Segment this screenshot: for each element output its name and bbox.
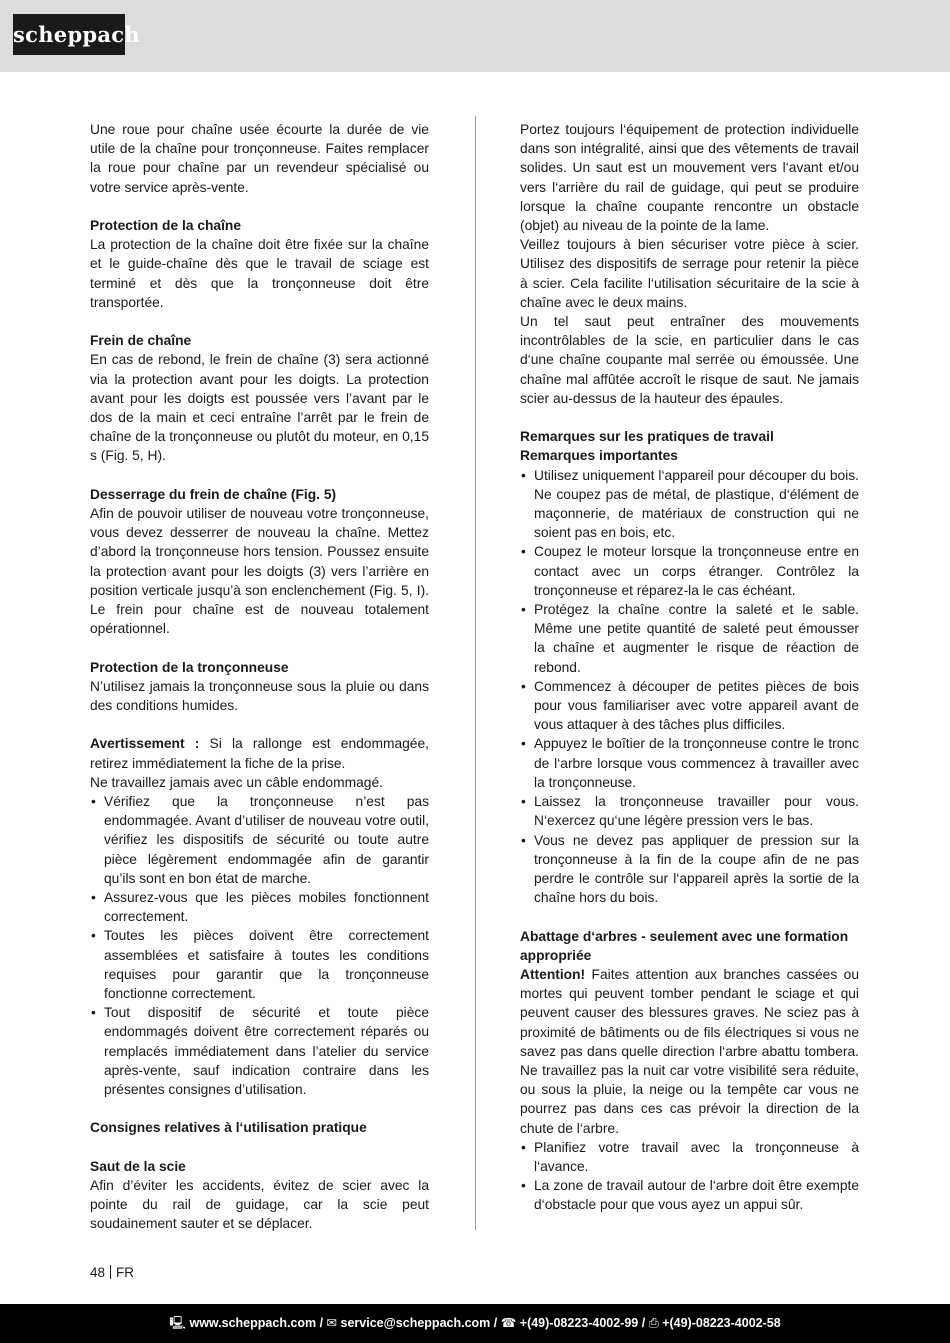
paragraph: Afin d’éviter les accidents, évitez de scier avec la pointe du rail de guidage, car la scie peut soudainement sauter et se déplacer. (90, 1178, 429, 1232)
page-header (0, 0, 950, 72)
scheppach-logo: scheppach (13, 14, 125, 55)
section-heading: Remarques sur les pratiques de travail (520, 429, 774, 445)
list-item: • Vous ne devez pas appliquer de pression sur la tronçonneuse à la fin de la coupe afin de ne pas perdre le contrôle sur l‘appareil après la sortie de la chaîne hors du bois. (520, 831, 859, 908)
list-item: • Tout dispositif de sécurité et toute pièce endommagés doivent être correctement réparés ou remplacés immédiatement dans l’atelier du service après-vente, sauf indication contraire dans les présentes consignes d’utilisation. (90, 1003, 429, 1099)
list-item: • Laissez la tronçonneuse travailler pour vous. N‘exercez qu‘une légère pression vers le bas. (520, 792, 859, 830)
footer-separator: / (638, 1316, 649, 1330)
list-item: • Toutes les pièces doivent être correctement assemblées et satisfaire à toutes les conditions requises pour garantir que la tronçonneuse fonctionne correctement. (90, 926, 429, 1003)
phone-icon: ☎ (500, 1316, 517, 1330)
page-footer (0, 1304, 950, 1343)
list-item: • Utilisez uniquement l‘appareil pour découper du bois. Ne coupez pas de métal, de plastique, d‘élément de maçonnerie, de matériaux de construction qui ne soient pas en bois, etc. (520, 466, 859, 543)
section-heading: Consignes relatives à l‘utilisation pratique (90, 1120, 367, 1136)
right-column (520, 120, 859, 1215)
paragraph: Un tel saut peut entraîner des mouvements incontrôlables de la scie, en particulier dans le cas d‘une chaîne coupante mal serrée ou émoussée. Une chaîne mal affûtée accroît le risque de saut. Ne jamais scier au-dessus de la hauteur des épaules. (520, 314, 859, 406)
list-item: • Protégez la chaîne contre la saleté et le sable. Même une petite quantité de saleté peut émousser la chaîne et augmenter le risque de réaction de rebond. (520, 600, 859, 677)
warning-label: Avertissement : (90, 736, 200, 752)
footer-separator: / (316, 1316, 327, 1330)
paragraph: Ne travaillez jamais avec un câble endommagé. (90, 774, 383, 790)
page-language: FR (116, 1265, 135, 1280)
list-item: • Appuyez le boîtier de la tronçonneuse contre le tronc de l‘arbre lorsque vous commencez à travailler avec la tronçonneuse. (520, 734, 859, 792)
bullet-list (90, 792, 429, 1099)
paragraph: Afin de pouvoir utiliser de nouveau votre tronçonneuse, vous devez desserrer de nouveau la chaîne. Mettez d’abord la tronçonneuse hors tension. Poussez ensuite la protection avant pour les doigts (3) vers l’arrière en position verticale jusqu’à son enclenchement (Fig. 5, I). Le frein pour chaîne est de nouveau totalement opérationnel. (90, 506, 429, 637)
paragraph: Veillez toujours à bien sécuriser votre pièce à scier. Utilisez des dispositifs de serrage pour retenir la pièce à scier. Cela facilite l‘utilisation sécuritaire de la scie à chaîne avec le deux mains. (520, 237, 859, 310)
warning-paragraph (90, 734, 429, 772)
paragraph: N’utilisez jamais la tronçonneuse sous la pluie ou dans des conditions humides. (90, 678, 429, 714)
list-item: • Commencez à découper de petites pièces de bois pour vous familiariser avec votre appareil avant de vous attaquer à des tâches plus difficiles. (520, 677, 859, 735)
footer-phone: +(49)-08223-4002-99 (519, 1316, 639, 1330)
paragraph: Une roue pour chaîne usée écourte la durée de vie utile de la chaîne pour tronçonneuse. Faites remplacer la roue pour chaîne par un revendeur spécialisé ou votre service après-vente. (90, 122, 429, 195)
paragraph: En cas de rebond, le frein de chaîne (3) sera actionné via la protection avant pour les doigts. La protection avant pour les doigts est poussée vers l’avant par le dos de la main et ceci entraîne l’arrêt par le frein de chaîne de la tronçonneuse ou plutôt du moteur, en 0,15 s (Fig. 5, H). (90, 352, 429, 464)
page-number (90, 1265, 134, 1280)
section-heading: Remarques importantes (520, 448, 678, 464)
warning-text: Si la rallonge est endommagée, retirez immédiatement la fiche de la prise. (90, 736, 429, 771)
section-heading: Protection de la chaîne (90, 218, 242, 233)
section-heading: Frein de chaîne (90, 333, 192, 349)
fax-icon: ⎙ (648, 1316, 659, 1330)
paragraph: Portez toujours l‘équipement de protection individuelle dans son intégralité, ainsi que des vêtements de travail solides. Un saut est un mouvement vers l‘avant et/ou vers l‘arrière du rail de guidage, qui peut se produire lorsque la chaîne coupante rencontre un obstacle (objet) au niveau de la pointe de la lame. (520, 122, 859, 234)
section-heading: Desserrage du frein de chaîne (Fig. 5) (90, 486, 337, 502)
page-number-separator (110, 1265, 111, 1279)
list-item: • Planifiez votre travail avec la tronçonneuse à l‘avance. (520, 1138, 859, 1176)
list-item: • Vérifiez que la tronçonneuse n’est pas endommagée. Avant d’utiliser de nouveau votre outil, vérifiez les dispositifs de sécurité ou toute autre pièce légèrement endommagée afin de garantir qu’ils sont en bon état de marche. (90, 792, 429, 888)
list-item: • La zone de travail autour de l‘arbre doit être exempte d‘obstacle pour que vous ayez un appui sûr. (520, 1176, 859, 1214)
column-divider (475, 116, 476, 1230)
list-item: • Coupez le moteur lorsque la tronçonneuse entre en contact avec un corps étranger. Contrôlez la tronçonneuse et réparez-la le cas échéant. (520, 542, 859, 600)
left-column (90, 120, 429, 1234)
footer-website[interactable]: www.scheppach.com (189, 1316, 317, 1330)
paragraph: La protection de la chaîne doit être fixée sur la chaîne et le guide-chaîne dès que le travail de sciage est terminé et dès que la tronçonneuse doit être transportée. (90, 237, 429, 310)
section-heading: Saut de la scie (90, 1158, 186, 1174)
section-heading: Protection de la tronçonneuse (90, 659, 289, 675)
attention-paragraph (520, 965, 859, 1138)
list-item: • Assurez-vous que les pièces mobiles fonctionnent correctement. (90, 888, 429, 926)
bullet-list (520, 466, 859, 908)
footer-separator: / (490, 1316, 501, 1330)
section-heading: Abattage d‘arbres - seulement avec une formation appropriée (520, 928, 849, 963)
bullet-list (520, 1138, 859, 1215)
attention-text: Faites attention aux branches cassées ou mortes qui peuvent tomber pendant le sciage et qui peuvent causer des blessures graves. Ne sciez pas à proximité de bâtiments ou de fils électriques si vous ne savez pas dans quelle direction l‘arbre abattu tombera. Ne travaillez pas la nuit car votre visibilité sera réduite, ou sous la pluie, la neige ou la tempête car vous ne pourrez pas dans ces cas prévoir la direction de la chute de l‘arbre. (520, 966, 859, 1136)
footer-fax: +(49)-08223-4002-58 (662, 1316, 781, 1330)
computer-icon: 🖳 (169, 1316, 186, 1330)
footer-email[interactable]: service@scheppach.com (340, 1316, 491, 1330)
attention-label: Attention! (520, 966, 586, 982)
mail-icon: ✉ (326, 1316, 338, 1330)
page-number-value: 48 (90, 1265, 106, 1280)
